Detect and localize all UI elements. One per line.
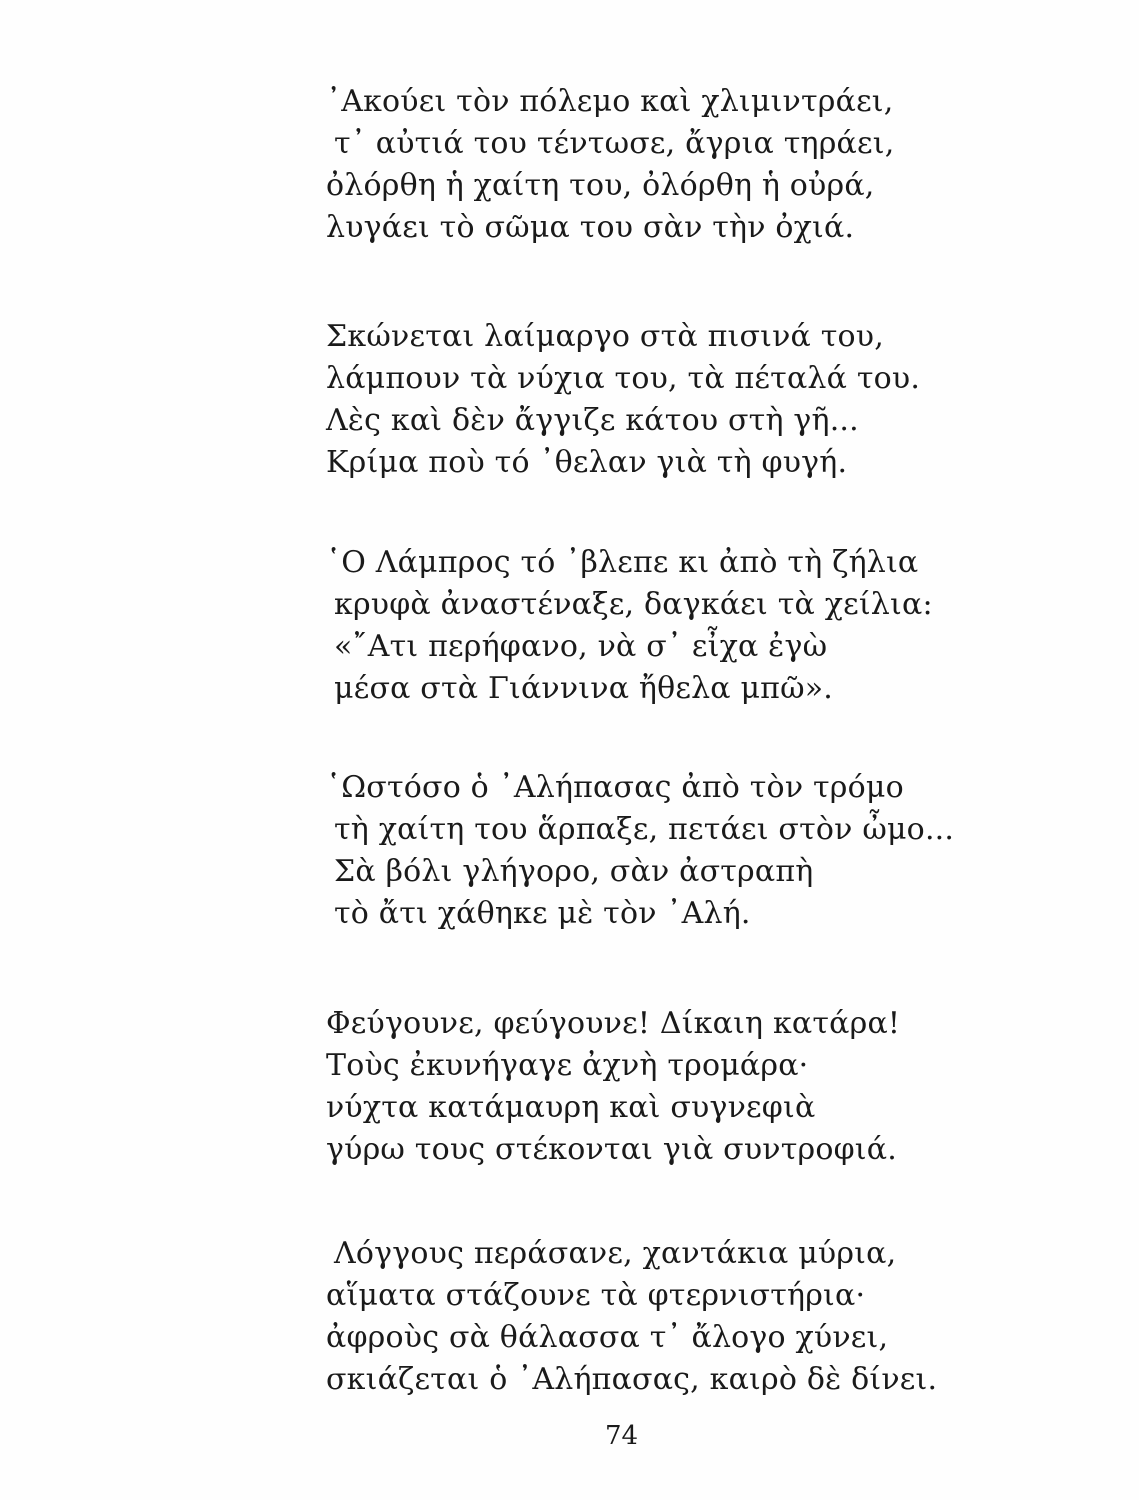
verse-line: Σὰ βόλι γλήγορο, σὰν ἀστραπὴ — [334, 854, 814, 889]
stanza-4 — [326, 767, 1116, 935]
verse-line: Κρίμα ποὺ τό ᾽θελαν γιὰ τὴ φυγή. — [326, 445, 848, 480]
stanza-1 — [326, 81, 1116, 249]
stanza-6 — [326, 1233, 1116, 1401]
stanza-5 — [326, 1003, 1116, 1171]
verse-line: λάμπουν τὰ νύχια του, τὰ πέταλά του. — [326, 361, 921, 396]
verse-line: ὀλόρθη ἡ χαίτη του, ὀλόρθη ἡ οὐρά, — [326, 168, 875, 203]
verse-line: λυγάει τὸ σῶμα του σὰν τὴν ὀχιά. — [326, 210, 855, 245]
verse-line: αἵματα στάζουνε τὰ φτερνιστήρια· — [326, 1278, 866, 1313]
verse-line: ῾Ωστόσο ὁ ᾽Αλήπασας ἀπὸ τὸν τρόμο — [326, 770, 904, 805]
page-number: 74 — [604, 1421, 639, 1451]
verse-line: μέσα στὰ Γιάννινα ἤθελα μπῶ». — [334, 671, 834, 706]
verse-line: «῎Ατι περήφανο, νὰ σ᾽ εἶχα ἐγὼ — [334, 629, 828, 664]
verse-line: κρυφὰ ἀναστέναξε, δαγκάει τὰ χείλια: — [334, 587, 933, 622]
verse-line: τ᾽ αὐτιά του τέντωσε, ἄγρια τηράει, — [334, 126, 895, 161]
verse-line: ἀφροὺς σὰ θάλασσα τ᾽ ἄλογο χύνει, — [326, 1320, 889, 1355]
verse-line: Τοὺς ἐκυνήγαγε ἀχνὴ τρομάρα· — [326, 1048, 809, 1083]
verse-line: τὴ χαίτη του ἅρπαξε, πετάει στὸν ὦμο... — [334, 812, 955, 847]
verse-line: σκιάζεται ὁ ᾽Αλήπασας, καιρὸ δὲ δίνει. — [326, 1362, 938, 1397]
verse-line: ῾Ο Λάμπρος τό ᾽βλεπε κι ἀπὸ τὴ ζήλια — [326, 545, 919, 580]
verse-line: Λὲς καὶ δὲν ἄγγιζε κάτου στὴ γῆ... — [326, 403, 859, 438]
stanza-2 — [326, 316, 1116, 484]
verse-line: ᾽Ακούει τὸν πόλεμο καὶ χλιμιντράει, — [326, 84, 894, 119]
verse-line: Λόγγους περάσανε, χαντάκια μύρια, — [334, 1236, 897, 1271]
stanza-3 — [326, 542, 1116, 710]
verse-line: γύρω τους στέκονται γιὰ συντροφιά. — [326, 1132, 897, 1167]
verse-line: Φεύγουνε, φεύγουνε! Δίκαιη κατάρα! — [326, 1006, 901, 1041]
verse-line: Σκώνεται λαίμαργο στὰ πισινά του, — [326, 319, 884, 354]
verse-line: νύχτα κατάμαυρη καὶ συγνεφιὰ — [326, 1090, 816, 1125]
verse-line: τὸ ἄτι χάθηκε μὲ τὸν ᾽Αλή. — [334, 896, 751, 931]
